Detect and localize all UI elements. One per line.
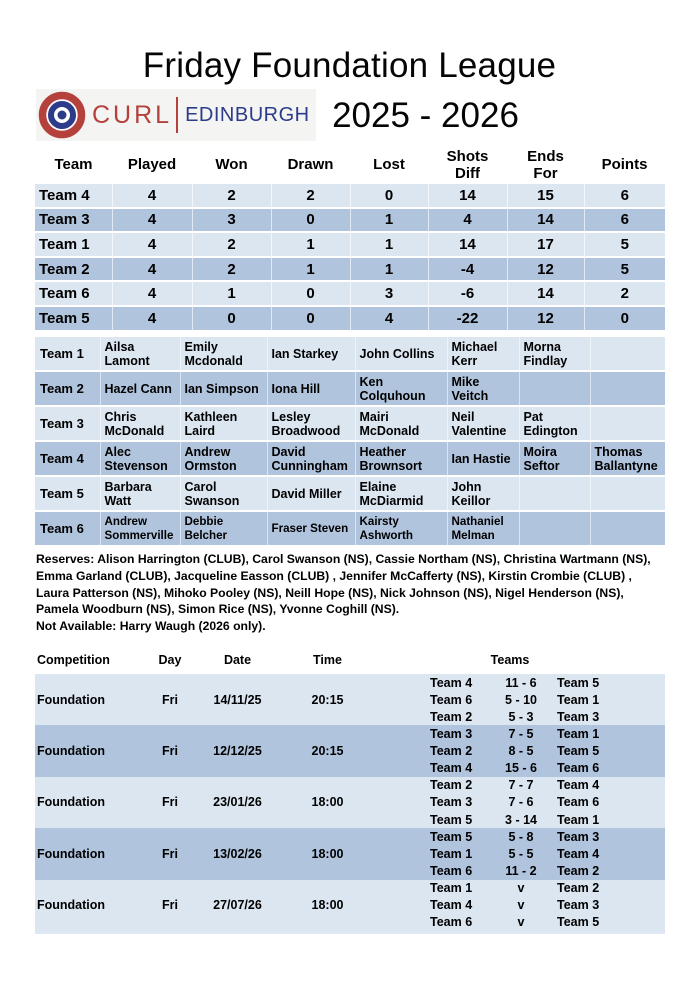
- standings-drawn-cell: 0: [271, 208, 350, 233]
- standings-header-row: [35, 146, 665, 184]
- roster-player-cell: Ken Colquhoun: [355, 371, 447, 406]
- roster-player-cell: Neil Valentine: [447, 406, 519, 441]
- fixture-game-row: [430, 880, 665, 897]
- game-away-team: Team 3: [557, 709, 600, 724]
- fixture-time: 18:00: [311, 846, 344, 861]
- fixture-date: 23/01/26: [213, 795, 262, 810]
- fixture-game-row: [430, 691, 665, 708]
- standings-header-won: Won: [192, 146, 271, 184]
- fixture-time: 20:15: [311, 692, 344, 707]
- standings-points-cell: 6: [584, 184, 665, 208]
- roster-player-cell: [590, 476, 665, 511]
- game-home-team: Team 1: [430, 881, 473, 896]
- fixtures-header-time: Time: [313, 653, 342, 667]
- standings-lost-cell: 1: [350, 257, 428, 282]
- roster-player-cell: Iona Hill: [267, 371, 355, 406]
- table-bottom-strip: [35, 931, 665, 934]
- roster-player-cell: John Keillor: [447, 476, 519, 511]
- game-home-team: Team 5: [430, 812, 473, 827]
- standings-row: [35, 306, 665, 331]
- standings-played-cell: 4: [112, 281, 192, 306]
- roster-player-cell: [590, 511, 665, 546]
- roster-player-cell: Fraser Steven: [267, 511, 355, 546]
- fixture-time: 18:00: [311, 898, 344, 913]
- standings-won-cell: 2: [192, 184, 271, 208]
- fixture-game-row: [430, 794, 665, 811]
- roster-row: [35, 406, 665, 441]
- fixture-game-row: [430, 897, 665, 914]
- game-score: 7 - 5: [508, 726, 534, 741]
- roster-player-cell: Barbara Watt: [100, 476, 180, 511]
- fixture-game-row: [430, 725, 665, 742]
- fixture-competition: Foundation: [37, 744, 106, 759]
- game-away-team: Team 2: [557, 881, 600, 896]
- roster-player-cell: Chris McDonald: [100, 406, 180, 441]
- game-away-team: Team 3: [557, 898, 600, 913]
- game-away-team: Team 1: [557, 692, 600, 707]
- standings-lost-cell: 3: [350, 281, 428, 306]
- fixture-block: [35, 725, 665, 776]
- roster-team-cell: Team 1: [35, 337, 100, 371]
- standings-drawn-cell: 2: [271, 184, 350, 208]
- fixture-competition: Foundation: [37, 795, 106, 810]
- standings-ends-for-cell: 12: [507, 257, 584, 282]
- fixture-block: [35, 674, 665, 725]
- fixture-day: Fri: [162, 744, 178, 759]
- fixture-games: [430, 828, 665, 879]
- standings-lost-cell: 1: [350, 232, 428, 257]
- game-away-team: Team 3: [557, 829, 600, 844]
- game-home-team: Team 2: [430, 744, 473, 759]
- game-away-team: Team 5: [557, 915, 600, 930]
- roster-player-cell: Kathleen Laird: [180, 406, 267, 441]
- roster-player-cell: Ian Starkey: [267, 337, 355, 371]
- game-home-team: Team 4: [430, 675, 473, 690]
- roster-player-cell: Ian Simpson: [180, 371, 267, 406]
- standings-played-cell: 4: [112, 184, 192, 208]
- fixture-date: 14/11/25: [213, 692, 262, 707]
- standings-table: [35, 146, 665, 332]
- standings-won-cell: 1: [192, 281, 271, 306]
- fixtures-header-teams: Teams: [490, 653, 530, 667]
- game-away-team: Team 4: [557, 778, 600, 793]
- roster-player-cell: Carol Swanson: [180, 476, 267, 511]
- game-home-team: Team 2: [430, 778, 473, 793]
- roster-player-cell: Ian Hastie: [447, 441, 519, 476]
- standings-team-cell: Team 2: [35, 257, 112, 282]
- standings-drawn-cell: 0: [271, 306, 350, 331]
- roster-player-cell: Elaine McDiarmid: [355, 476, 447, 511]
- roster-player-cell: Kairsty Ashworth: [355, 511, 447, 546]
- season-title: 2025 - 2026: [332, 96, 519, 135]
- fixture-date: 12/12/25: [213, 744, 262, 759]
- curl-edinburgh-logo: [36, 89, 316, 141]
- game-score: 7 - 6: [508, 795, 534, 810]
- reserves-text: Reserves: Alison Harrington (CLUB), Carol Swanson (NS), Cassie Northam (NS), Christina Wartmann (NS), Emma Garland (CLUB), Jacqueline Easson (CLUB) , Jennifer McCafferty (NS), Kirstin Crombie (CLUB) , Laura Patterson (NS), Mihoko Pooley (NS), Neill Hope (NS), Nick Johnson (NS), Nigel Henderson (NS), Pamela Woodburn (NS), Simon Rice (NS), Yvonne Coghill (NS).: [36, 552, 651, 617]
- roster-player-cell: Morna Findlay: [519, 337, 590, 371]
- standings-drawn-cell: 1: [271, 232, 350, 257]
- fixture-day: Fri: [162, 795, 178, 810]
- roster-player-cell: Thomas Ballantyne: [590, 441, 665, 476]
- standings-won-cell: 0: [192, 306, 271, 331]
- roster-player-cell: David Cunningham: [267, 441, 355, 476]
- logo-brand-text: CURL: [92, 100, 173, 129]
- standings-team-cell: Team 4: [35, 184, 112, 208]
- roster-player-cell: [519, 511, 590, 546]
- roster-team-cell: Team 3: [35, 406, 100, 441]
- game-home-team: Team 3: [430, 795, 473, 810]
- standings-header-team: Team: [35, 146, 112, 184]
- fixture-game-row: [430, 862, 665, 879]
- game-score: 11 - 6: [505, 675, 537, 690]
- standings-shots-diff-cell: -22: [428, 306, 507, 331]
- roster-player-cell: Lesley Broadwood: [267, 406, 355, 441]
- game-score: 11 - 2: [505, 863, 537, 878]
- fixture-games: [430, 725, 665, 776]
- standings-points-cell: 2: [584, 281, 665, 306]
- standings-team-cell: Team 6: [35, 281, 112, 306]
- standings-played-cell: 4: [112, 208, 192, 233]
- page-title: Friday Foundation League: [142, 46, 557, 85]
- game-home-team: Team 2: [430, 709, 473, 724]
- standings-ends-for-cell: 14: [507, 208, 584, 233]
- game-away-team: Team 6: [557, 761, 600, 776]
- standings-header-points: Points: [584, 146, 665, 184]
- standings-row: [35, 184, 665, 208]
- roster-team-cell: Team 2: [35, 371, 100, 406]
- roster-row: [35, 337, 665, 371]
- standings-shots-diff-cell: 4: [428, 208, 507, 233]
- standings-points-cell: 0: [584, 306, 665, 331]
- standings-ends-for-cell: 17: [507, 232, 584, 257]
- game-score: 5 - 8: [508, 829, 534, 844]
- fixture-games: [430, 880, 665, 931]
- game-home-team: Team 6: [430, 692, 473, 707]
- game-score: 5 - 10: [505, 692, 537, 707]
- standings-played-cell: 4: [112, 306, 192, 331]
- fixture-games: [430, 777, 665, 828]
- game-away-team: Team 1: [557, 812, 600, 827]
- game-away-team: Team 5: [557, 744, 600, 759]
- fixture-time: 18:00: [311, 795, 344, 810]
- game-score: v: [517, 881, 525, 896]
- fixture-day: Fri: [162, 898, 178, 913]
- standings-row: [35, 281, 665, 306]
- roster-player-cell: [519, 371, 590, 406]
- roster-player-cell: Heather Brownsort: [355, 441, 447, 476]
- standings-ends-for-cell: 12: [507, 306, 584, 331]
- game-score: 8 - 5: [508, 744, 534, 759]
- standings-points-cell: 6: [584, 208, 665, 233]
- fixture-date: 13/02/26: [213, 846, 262, 861]
- fixture-day: Fri: [162, 846, 178, 861]
- standings-row: [35, 208, 665, 233]
- standings-shots-diff-cell: -4: [428, 257, 507, 282]
- curling-target-icon: [38, 91, 86, 139]
- fixtures-header-date: Date: [223, 653, 252, 667]
- standings-header-played: Played: [112, 146, 192, 184]
- game-score: 7 - 7: [508, 778, 534, 793]
- standings-played-cell: 4: [112, 257, 192, 282]
- roster-player-cell: David Miller: [267, 476, 355, 511]
- standings-played-cell: 4: [112, 232, 192, 257]
- fixture-block: [35, 828, 665, 879]
- roster-player-cell: Moira Seftor: [519, 441, 590, 476]
- fixture-competition: Foundation: [37, 846, 106, 861]
- team-rosters-table: [35, 337, 665, 547]
- roster-player-cell: Mairi McDonald: [355, 406, 447, 441]
- fixture-game-row: [430, 777, 665, 794]
- not-available-text: Not Available: Harry Waugh (2026 only).: [36, 619, 266, 634]
- standings-lost-cell: 1: [350, 208, 428, 233]
- fixture-block: [35, 880, 665, 931]
- standings-drawn-cell: 1: [271, 257, 350, 282]
- roster-player-cell: Debbie Belcher: [180, 511, 267, 546]
- standings-won-cell: 2: [192, 257, 271, 282]
- standings-header-lost: Lost: [350, 146, 428, 184]
- game-away-team: Team 2: [557, 863, 600, 878]
- game-home-team: Team 6: [430, 863, 473, 878]
- fixture-time: 20:15: [311, 744, 344, 759]
- standings-header-shots-diff: Shots Diff: [428, 146, 507, 184]
- roster-player-cell: Ailsa Lamont: [100, 337, 180, 371]
- standings-team-cell: Team 3: [35, 208, 112, 233]
- roster-player-cell: Michael Kerr: [447, 337, 519, 371]
- game-away-team: Team 1: [557, 726, 600, 741]
- fixture-game-row: [430, 914, 665, 931]
- standings-shots-diff-cell: 14: [428, 184, 507, 208]
- standings-header-drawn: Drawn: [271, 146, 350, 184]
- fixture-block: [35, 777, 665, 828]
- standings-ends-for-cell: 14: [507, 281, 584, 306]
- standings-header-ends-for: Ends For: [507, 146, 584, 184]
- standings-row: [35, 257, 665, 282]
- fixture-game-row: [430, 743, 665, 760]
- fixture-competition: Foundation: [37, 692, 106, 707]
- standings-points-cell: 5: [584, 257, 665, 282]
- roster-player-cell: [590, 406, 665, 441]
- fixture-date: 27/07/26: [213, 898, 262, 913]
- roster-row: [35, 371, 665, 406]
- roster-player-cell: Alec Stevenson: [100, 441, 180, 476]
- fixture-day: Fri: [162, 692, 178, 707]
- fixture-competition: Foundation: [37, 898, 106, 913]
- game-home-team: Team 1: [430, 846, 473, 861]
- standings-points-cell: 5: [584, 232, 665, 257]
- roster-player-cell: Hazel Cann: [100, 371, 180, 406]
- roster-team-cell: Team 6: [35, 511, 100, 546]
- standings-team-cell: Team 5: [35, 306, 112, 331]
- standings-shots-diff-cell: 14: [428, 232, 507, 257]
- fixture-game-row: [430, 760, 665, 777]
- game-score: 15 - 6: [505, 761, 537, 776]
- game-home-team: Team 6: [430, 915, 473, 930]
- fixture-games: [430, 674, 665, 725]
- standings-team-cell: Team 1: [35, 232, 112, 257]
- roster-player-cell: Pat Edington: [519, 406, 590, 441]
- fixtures-header-day: Day: [158, 653, 182, 667]
- roster-row: [35, 511, 665, 546]
- reserves-note: [36, 551, 667, 635]
- logo-divider: [176, 97, 178, 133]
- standings-drawn-cell: 0: [271, 281, 350, 306]
- roster-player-cell: John Collins: [355, 337, 447, 371]
- game-home-team: Team 4: [430, 761, 473, 776]
- fixtures-header-row: [35, 653, 665, 674]
- fixtures-table: [35, 653, 665, 934]
- standings-lost-cell: 4: [350, 306, 428, 331]
- roster-row: [35, 441, 665, 476]
- game-score: v: [517, 898, 525, 913]
- standings-lost-cell: 0: [350, 184, 428, 208]
- roster-player-cell: Emily Mcdonald: [180, 337, 267, 371]
- standings-won-cell: 2: [192, 232, 271, 257]
- roster-team-cell: Team 5: [35, 476, 100, 511]
- game-home-team: Team 3: [430, 726, 473, 741]
- roster-player-cell: Andrew Ormston: [180, 441, 267, 476]
- game-score: 5 - 3: [508, 709, 534, 724]
- fixture-game-row: [430, 828, 665, 845]
- roster-player-cell: Mike Veitch: [447, 371, 519, 406]
- game-score: 5 - 5: [508, 846, 534, 861]
- fixture-game-row: [430, 811, 665, 828]
- fixtures-header-competition: Competition: [37, 653, 110, 667]
- roster-player-cell: Nathaniel Melman: [447, 511, 519, 546]
- fixture-game-row: [430, 708, 665, 725]
- roster-team-cell: Team 4: [35, 441, 100, 476]
- game-away-team: Team 4: [557, 846, 600, 861]
- game-home-team: Team 5: [430, 829, 473, 844]
- fixture-game-row: [430, 674, 665, 691]
- game-away-team: Team 6: [557, 795, 600, 810]
- standings-shots-diff-cell: -6: [428, 281, 507, 306]
- roster-player-cell: [519, 476, 590, 511]
- game-score: v: [517, 915, 525, 930]
- roster-player-cell: Andrew Sommerville: [100, 511, 180, 546]
- game-away-team: Team 5: [557, 675, 600, 690]
- logo-city-text: EDINBURGH: [185, 103, 310, 126]
- roster-player-cell: [590, 371, 665, 406]
- standings-won-cell: 3: [192, 208, 271, 233]
- roster-player-cell: [590, 337, 665, 371]
- fixture-game-row: [430, 845, 665, 862]
- game-score: 3 - 14: [505, 812, 537, 827]
- roster-row: [35, 476, 665, 511]
- standings-row: [35, 232, 665, 257]
- game-home-team: Team 4: [430, 898, 473, 913]
- standings-ends-for-cell: 15: [507, 184, 584, 208]
